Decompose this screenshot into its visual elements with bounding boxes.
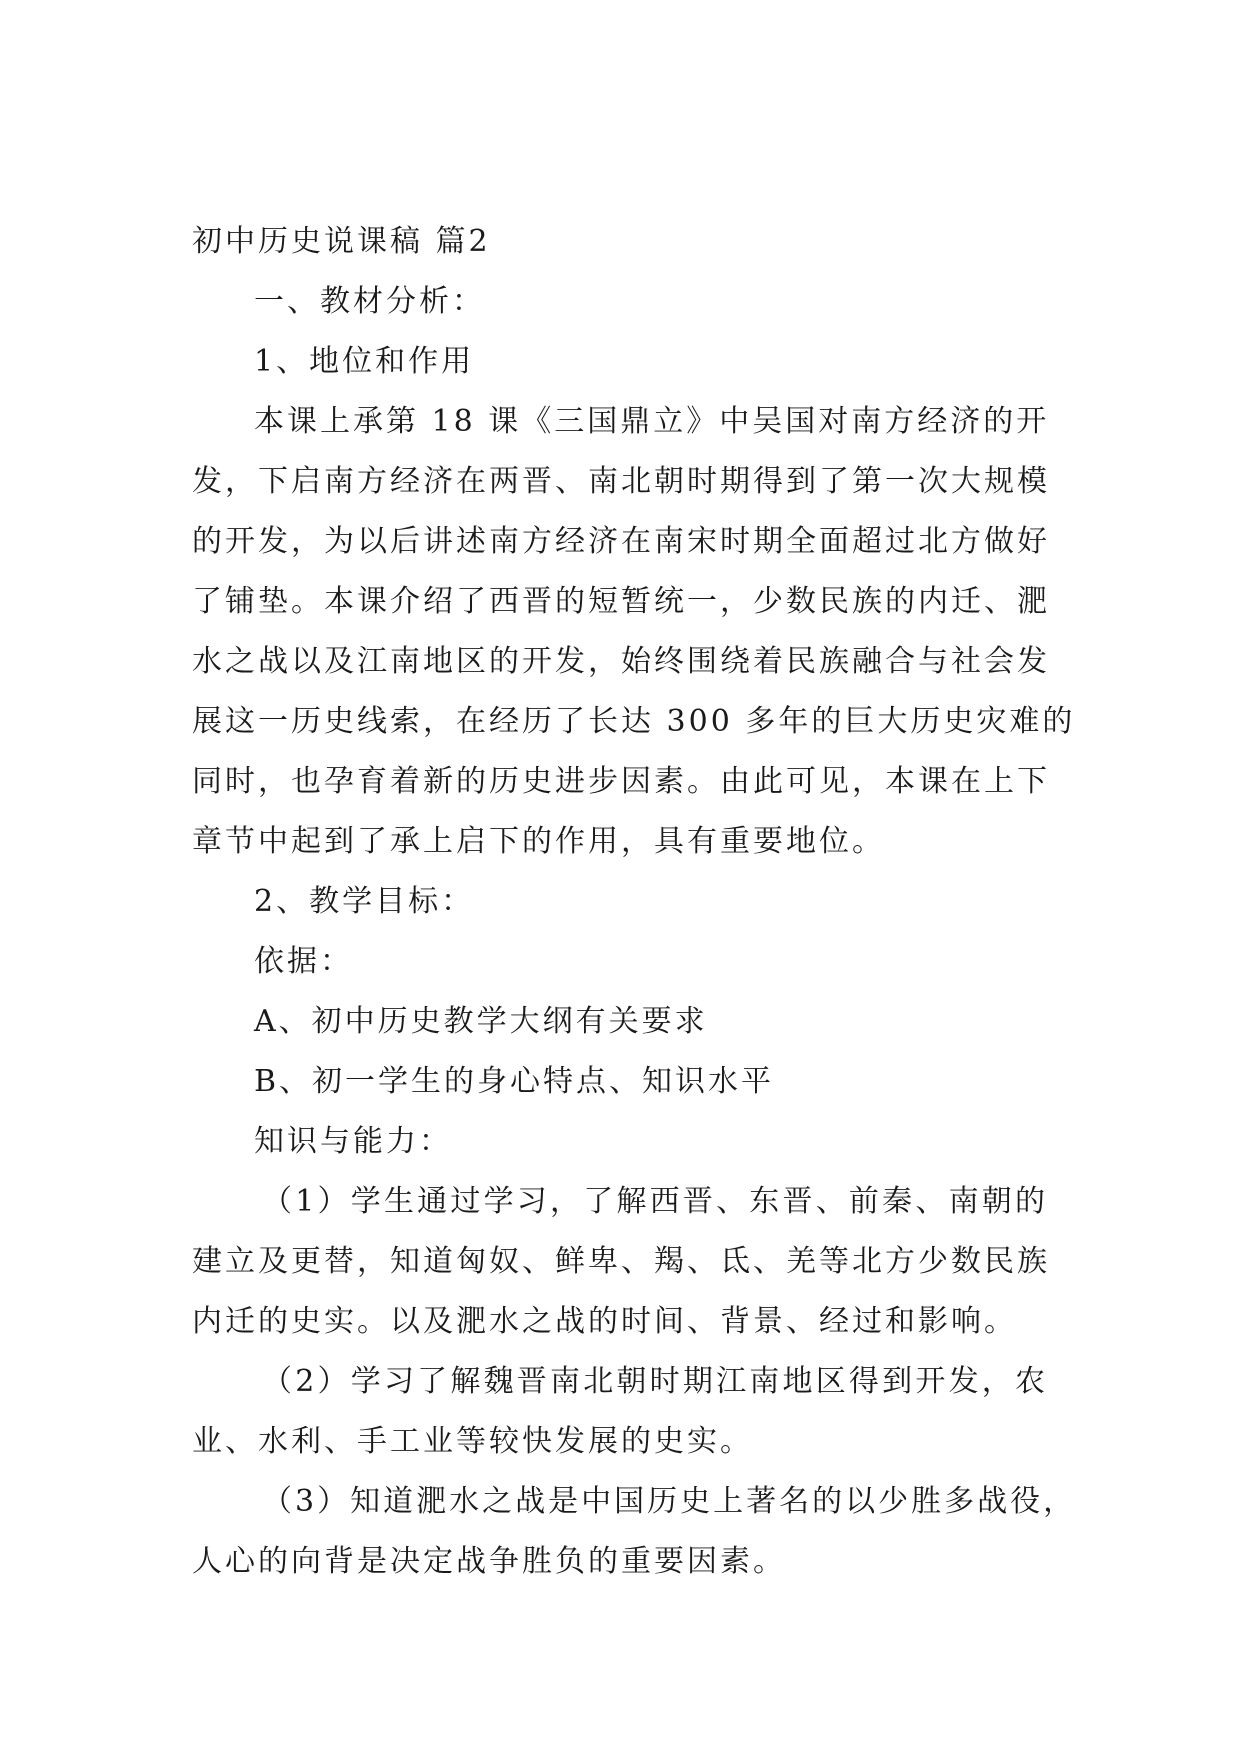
objective-line: 内迁的史实。以及淝水之战的时间、背景、经过和影响。 [192, 1304, 1017, 1339]
paragraph-line: 水之战以及江南地区的开发，始终围绕着民族融合与社会发 [192, 644, 1050, 679]
section-heading: 一、教材分析： [254, 284, 485, 319]
paragraph-line: 了铺垫。本课介绍了西晋的短暂统一，少数民族的内迁、淝 [192, 584, 1050, 619]
document-title: 初中历史说课稿 篇2 [192, 224, 491, 259]
paragraph-line: 的开发，为以后讲述南方经济在南宋时期全面超过北方做好 [192, 524, 1050, 559]
paragraph-line: 本课上承第 18 课《三国鼎立》中吴国对南方经济的开 [254, 404, 1050, 439]
paragraph-line: 发，下启南方经济在两晋、南北朝时期得到了第一次大规模 [192, 464, 1050, 499]
paragraph-line: 同时，也孕育着新的历史进步因素。由此可见，本课在上下 [192, 764, 1050, 799]
subsection-heading: 1、地位和作用 [254, 344, 475, 379]
objective-line: 业、水利、手工业等较快发展的史实。 [192, 1424, 753, 1459]
objective-line: （3）知道淝水之战是中国历史上著名的以少胜多战役， [262, 1484, 1077, 1519]
basis-item: A、初中历史教学大纲有关要求 [254, 1004, 708, 1039]
basis-item: B、初一学生的身心特点、知识水平 [254, 1064, 775, 1099]
paragraph-line: 章节中起到了承上启下的作用，具有重要地位。 [192, 824, 885, 859]
paragraph-line: 展这一历史线索，在经历了长达 300 多年的巨大历史灾难的 [192, 704, 1076, 739]
basis-label: 依据： [254, 944, 353, 979]
objective-line: （2）学习了解魏晋南北朝时期江南地区得到开发，农 [262, 1364, 1048, 1399]
objective-line: 建立及更替，知道匈奴、鲜卑、羯、氐、羌等北方少数民族 [192, 1244, 1050, 1279]
subsection-heading: 2、教学目标： [254, 884, 475, 919]
objective-line: 人心的向背是决定战争胜负的重要因素。 [192, 1544, 786, 1579]
objective-line: （1）学生通过学习，了解西晋、东晋、前秦、南朝的 [262, 1184, 1048, 1219]
knowledge-label: 知识与能力： [254, 1124, 452, 1159]
